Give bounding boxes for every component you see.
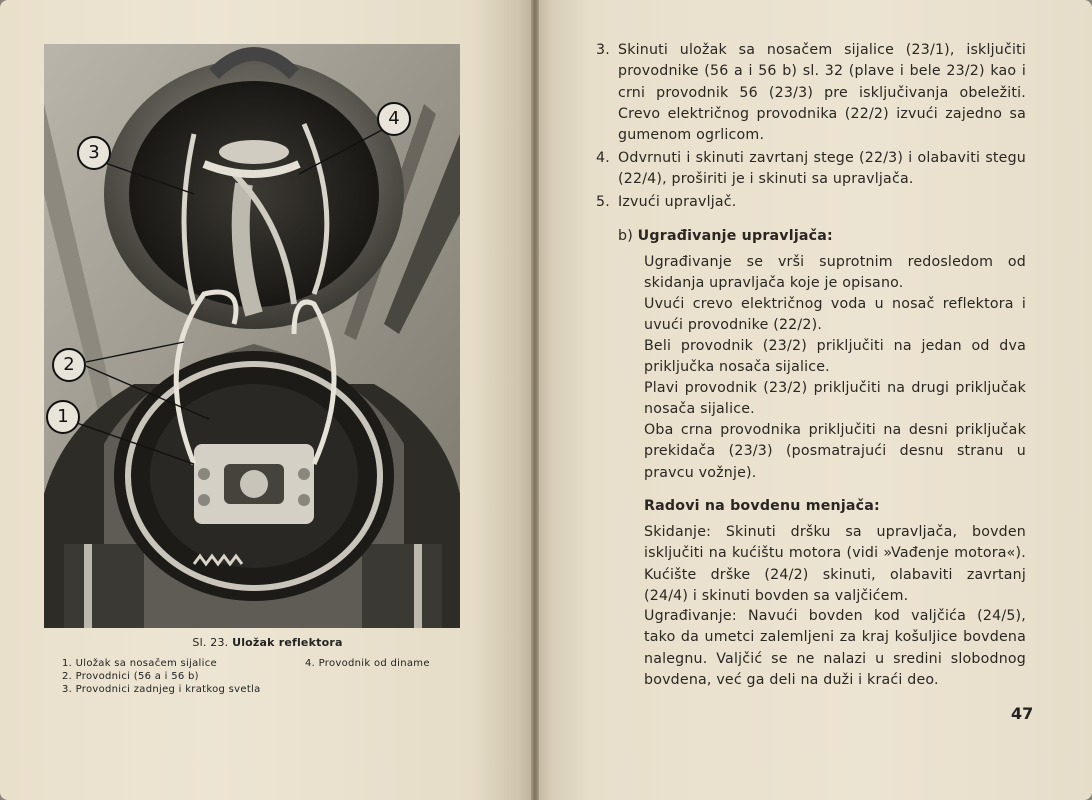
legend-item-1: 1. Uložak sa nosačem sijalice — [62, 658, 217, 669]
bowden-paragraph: Ugrađivanje: Navući bovden kod valjčića (24/5), tako da umetci zalemljeni za kraj košuljice bovdena nalegnu. Valjčić se ne nalazi u sredini slobodnog bovdena, već ga deli na duži i kraći deo. — [644, 608, 1026, 688]
bowden-heading: Radovi na bovdenu menjača: — [644, 498, 880, 514]
step-text: Skinuti uložak sa nosačem sijalice (23/1), isključiti provodnike (56 a i 56 b) sl. 32 (plave i bele 23/2) kao i crni provodnik 56 (23/3) pre isključivanja obeležiti. Crevo električnog provodnika (22/2) izvući zajedno sa gumenom ogrlicom. — [618, 42, 1026, 144]
figure-caption — [0, 636, 535, 649]
section-b-paragraph: Uvući crevo električnog voda u nosač reflektora i uvući provodnike (22/2). — [644, 296, 1026, 334]
step-5 — [596, 192, 1026, 213]
caption-title: Uložak reflektora — [232, 636, 343, 649]
headlamp-photo — [44, 44, 460, 628]
step-3 — [596, 40, 1026, 146]
step-number: 5. — [596, 194, 610, 210]
section-b-paragraph: Beli provodnik (23/2) priključiti na jedan od dva priključka nosača sijalice. — [644, 338, 1026, 376]
section-b-paragraph: Ugrađivanje se vrši suprotnim redosledom od skidanja upravljača koje je opisano. — [644, 254, 1026, 292]
legend-item-4: 4. Provodnik od diname — [305, 658, 430, 669]
caption-prefix: Sl. 23. — [192, 636, 229, 649]
section-b-paragraph: Plavi provodnik (23/2) priključiti na drugi priključak nosača sijalice. — [644, 380, 1026, 418]
bowden-paragraph: Skidanje: Skinuti dršku sa upravljača, bovden isključiti na kućištu motora (vidi »Vađenje motora«). Kućište drške (24/2) skinuti, olabaviti zavrtanj (24/4) i skinuti bovden sa valjčićem. — [644, 524, 1026, 604]
book-gutter — [531, 0, 539, 800]
legend-item-2: 2. Provodnici (56 a i 56 b) — [62, 671, 199, 682]
step-text: Odvrnuti i skinuti zavrtanj stege (22/3) i olabaviti stegu (22/4), proširiti je i skinuti sa upravljača. — [618, 150, 1026, 188]
callout-1: 1 — [46, 400, 80, 434]
step-4 — [596, 148, 1026, 191]
section-b-prefix: b) — [618, 228, 633, 244]
step-number: 3. — [596, 42, 610, 58]
section-b-title: Ugrađivanje upravljača: — [637, 228, 833, 244]
step-text: Izvući upravljač. — [618, 194, 737, 210]
legend-item-3: 3. Provodnici zadnjeg i kratkog svetla — [62, 684, 261, 695]
callout-2: 2 — [52, 348, 86, 382]
step-number: 4. — [596, 150, 610, 166]
page-number: 47 — [1011, 704, 1034, 723]
callout-4: 4 — [377, 102, 411, 136]
section-b-heading — [618, 226, 833, 247]
callout-3: 3 — [77, 136, 111, 170]
section-b-paragraph: Oba crna provodnika priključiti na desni priključak prekidača (23/3) (posmatrajući desnu stranu u pravcu vožnje). — [644, 422, 1026, 481]
